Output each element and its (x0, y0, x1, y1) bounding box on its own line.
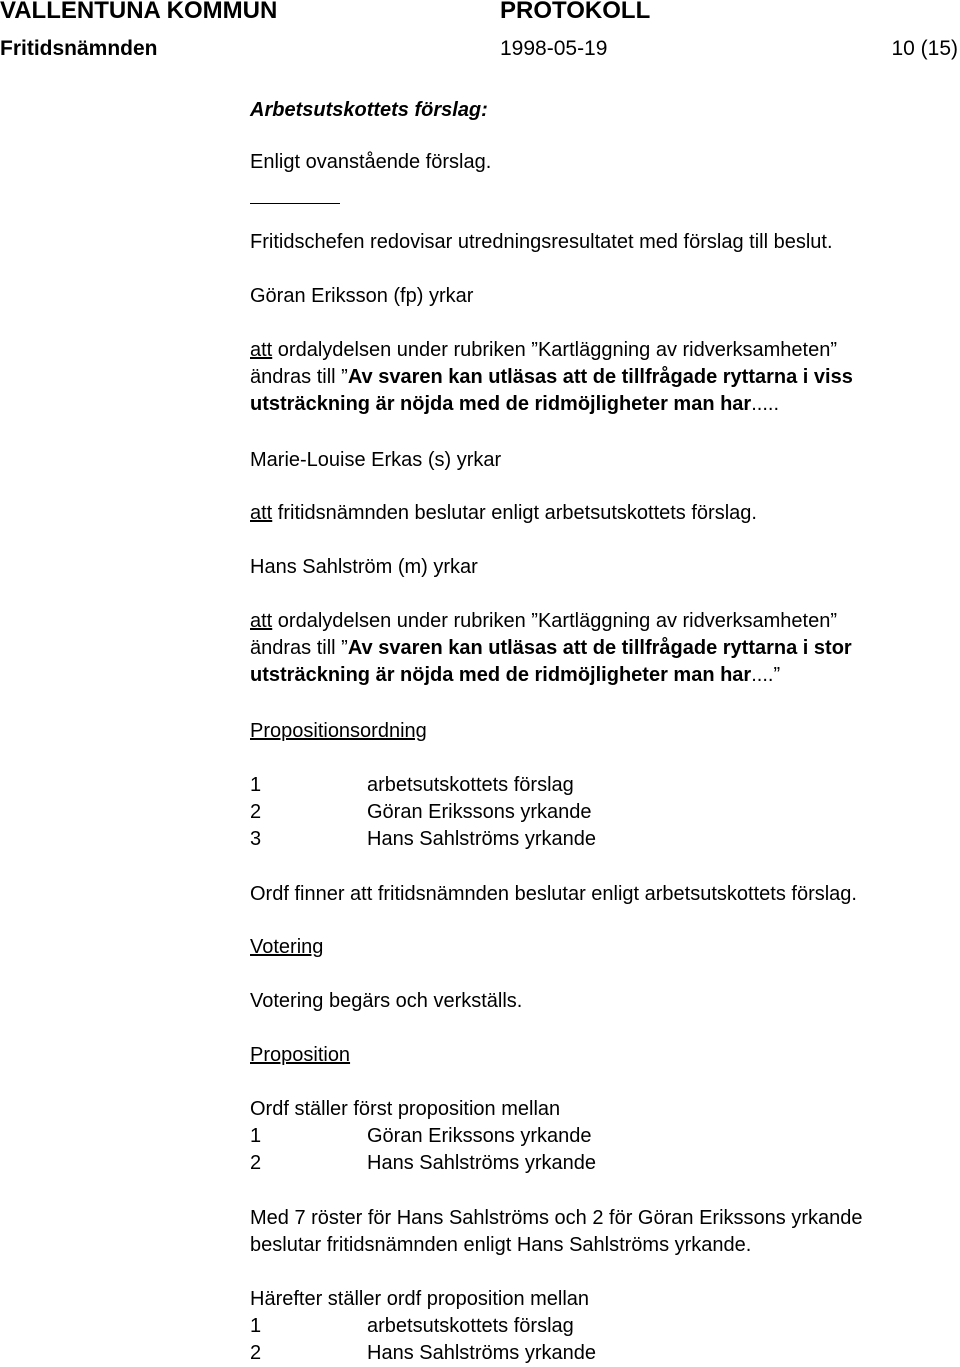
section-heading-propositionsordning: Propositionsordning (250, 720, 427, 742)
motion-goran-line2-prefix: ändras till ” (250, 366, 348, 388)
motion-goran-line3-bold: utsträckning är nöjda med de ridmöjligheter man har (250, 393, 752, 415)
list-item-number: 2 (250, 1152, 262, 1174)
list-item-number: 2 (250, 1342, 262, 1364)
document-type: PROTOKOLL (500, 0, 651, 24)
motion-goran-line2 (250, 364, 853, 391)
paragraph-hans-yrkar: Hans Sahlström (m) yrkar (250, 556, 478, 578)
paragraph-harefter: Härefter ställer ordf proposition mellan (250, 1288, 590, 1310)
motion-hans-line3 (250, 662, 780, 689)
list-item (250, 1340, 596, 1367)
motion-hans-line3-tail: ....” (751, 664, 781, 686)
list-item-text: Hans Sahlströms yrkande (367, 828, 596, 850)
att-word: att (250, 502, 273, 524)
org-name: VALLENTUNA KOMMUN (0, 0, 278, 24)
list-item (250, 1150, 596, 1177)
list-item (250, 826, 596, 853)
list-item (250, 1123, 592, 1150)
att-word: att (250, 610, 273, 632)
paragraph-votering: Votering begärs och verkställs. (250, 990, 523, 1012)
att-word: att (250, 339, 273, 361)
section-heading-au-forslag: Arbetsutskottets förslag: (250, 99, 488, 121)
list-item (250, 1313, 574, 1340)
list-item-text: arbetsutskottets förslag (367, 1315, 574, 1337)
list-item-number: 3 (250, 828, 262, 850)
list-item (250, 799, 592, 826)
motion-goran-line2-bold: Av svaren kan utläsas att de tillfrågade ryttarna i viss (347, 366, 853, 388)
motion-marie-louise (250, 500, 757, 527)
paragraph-fritidschefen: Fritidschefen redovisar utredningsresultatet med förslag till beslut. (250, 231, 833, 253)
paragraph-ordf-finner: Ordf finner att fritidsnämnden beslutar enligt arbetsutskottets förslag. (250, 883, 857, 905)
list-item-number: 2 (250, 801, 262, 823)
motion-goran-line1-text: ordalydelsen under rubriken ”Kartläggning av ridverksamheten” (272, 339, 837, 361)
motion-goran-line1 (250, 337, 837, 364)
motion-hans-line2-bold: Av svaren kan utläsas att de tillfrågade ryttarna i stor (347, 637, 852, 659)
separator-line (250, 203, 340, 204)
committee-name: Fritidsnämnden (0, 37, 158, 60)
list-item-number: 1 (250, 1315, 262, 1337)
list-item (250, 772, 574, 799)
page-number: 10 (15) (891, 37, 958, 60)
section-heading-proposition: Proposition (250, 1044, 351, 1066)
list-item-text: Hans Sahlströms yrkande (367, 1342, 596, 1364)
list-item-number: 1 (250, 1125, 262, 1147)
motion-goran-line3-tail: ..... (751, 393, 780, 415)
list-item-text: Hans Sahlströms yrkande (367, 1152, 596, 1174)
paragraph-result-line1: Med 7 röster för Hans Sahlströms och 2 för Göran Erikssons yrkande (250, 1207, 863, 1229)
motion-hans-line1 (250, 608, 837, 635)
list-item-text: Göran Erikssons yrkande (367, 1125, 592, 1147)
paragraph-proposition-intro: Ordf ställer först proposition mellan (250, 1098, 561, 1120)
motion-hans-line2-prefix: ändras till ” (250, 637, 348, 659)
paragraph-marie-louise-yrkar: Marie-Louise Erkas (s) yrkar (250, 449, 502, 471)
motion-hans-line3-bold: utsträckning är nöjda med de ridmöjligheter man har (250, 664, 752, 686)
paragraph-goran-yrkar: Göran Eriksson (fp) yrkar (250, 285, 474, 307)
section-heading-votering: Votering (250, 936, 324, 958)
motion-marie-louise-text: fritidsnämnden beslutar enligt arbetsutskottets förslag. (272, 502, 757, 524)
paragraph-enligt: Enligt ovanstående förslag. (250, 151, 492, 173)
list-item-text: arbetsutskottets förslag (367, 774, 574, 796)
paragraph-result-line2: beslutar fritidsnämnden enligt Hans Sahlströms yrkande. (250, 1234, 752, 1256)
meeting-date: 1998-05-19 (500, 37, 608, 60)
motion-hans-line1-text: ordalydelsen under rubriken ”Kartläggning av ridverksamheten” (272, 610, 837, 632)
motion-goran-line3 (250, 391, 779, 418)
list-item-text: Göran Erikssons yrkande (367, 801, 592, 823)
list-item-number: 1 (250, 774, 262, 796)
motion-hans-line2 (250, 635, 852, 662)
